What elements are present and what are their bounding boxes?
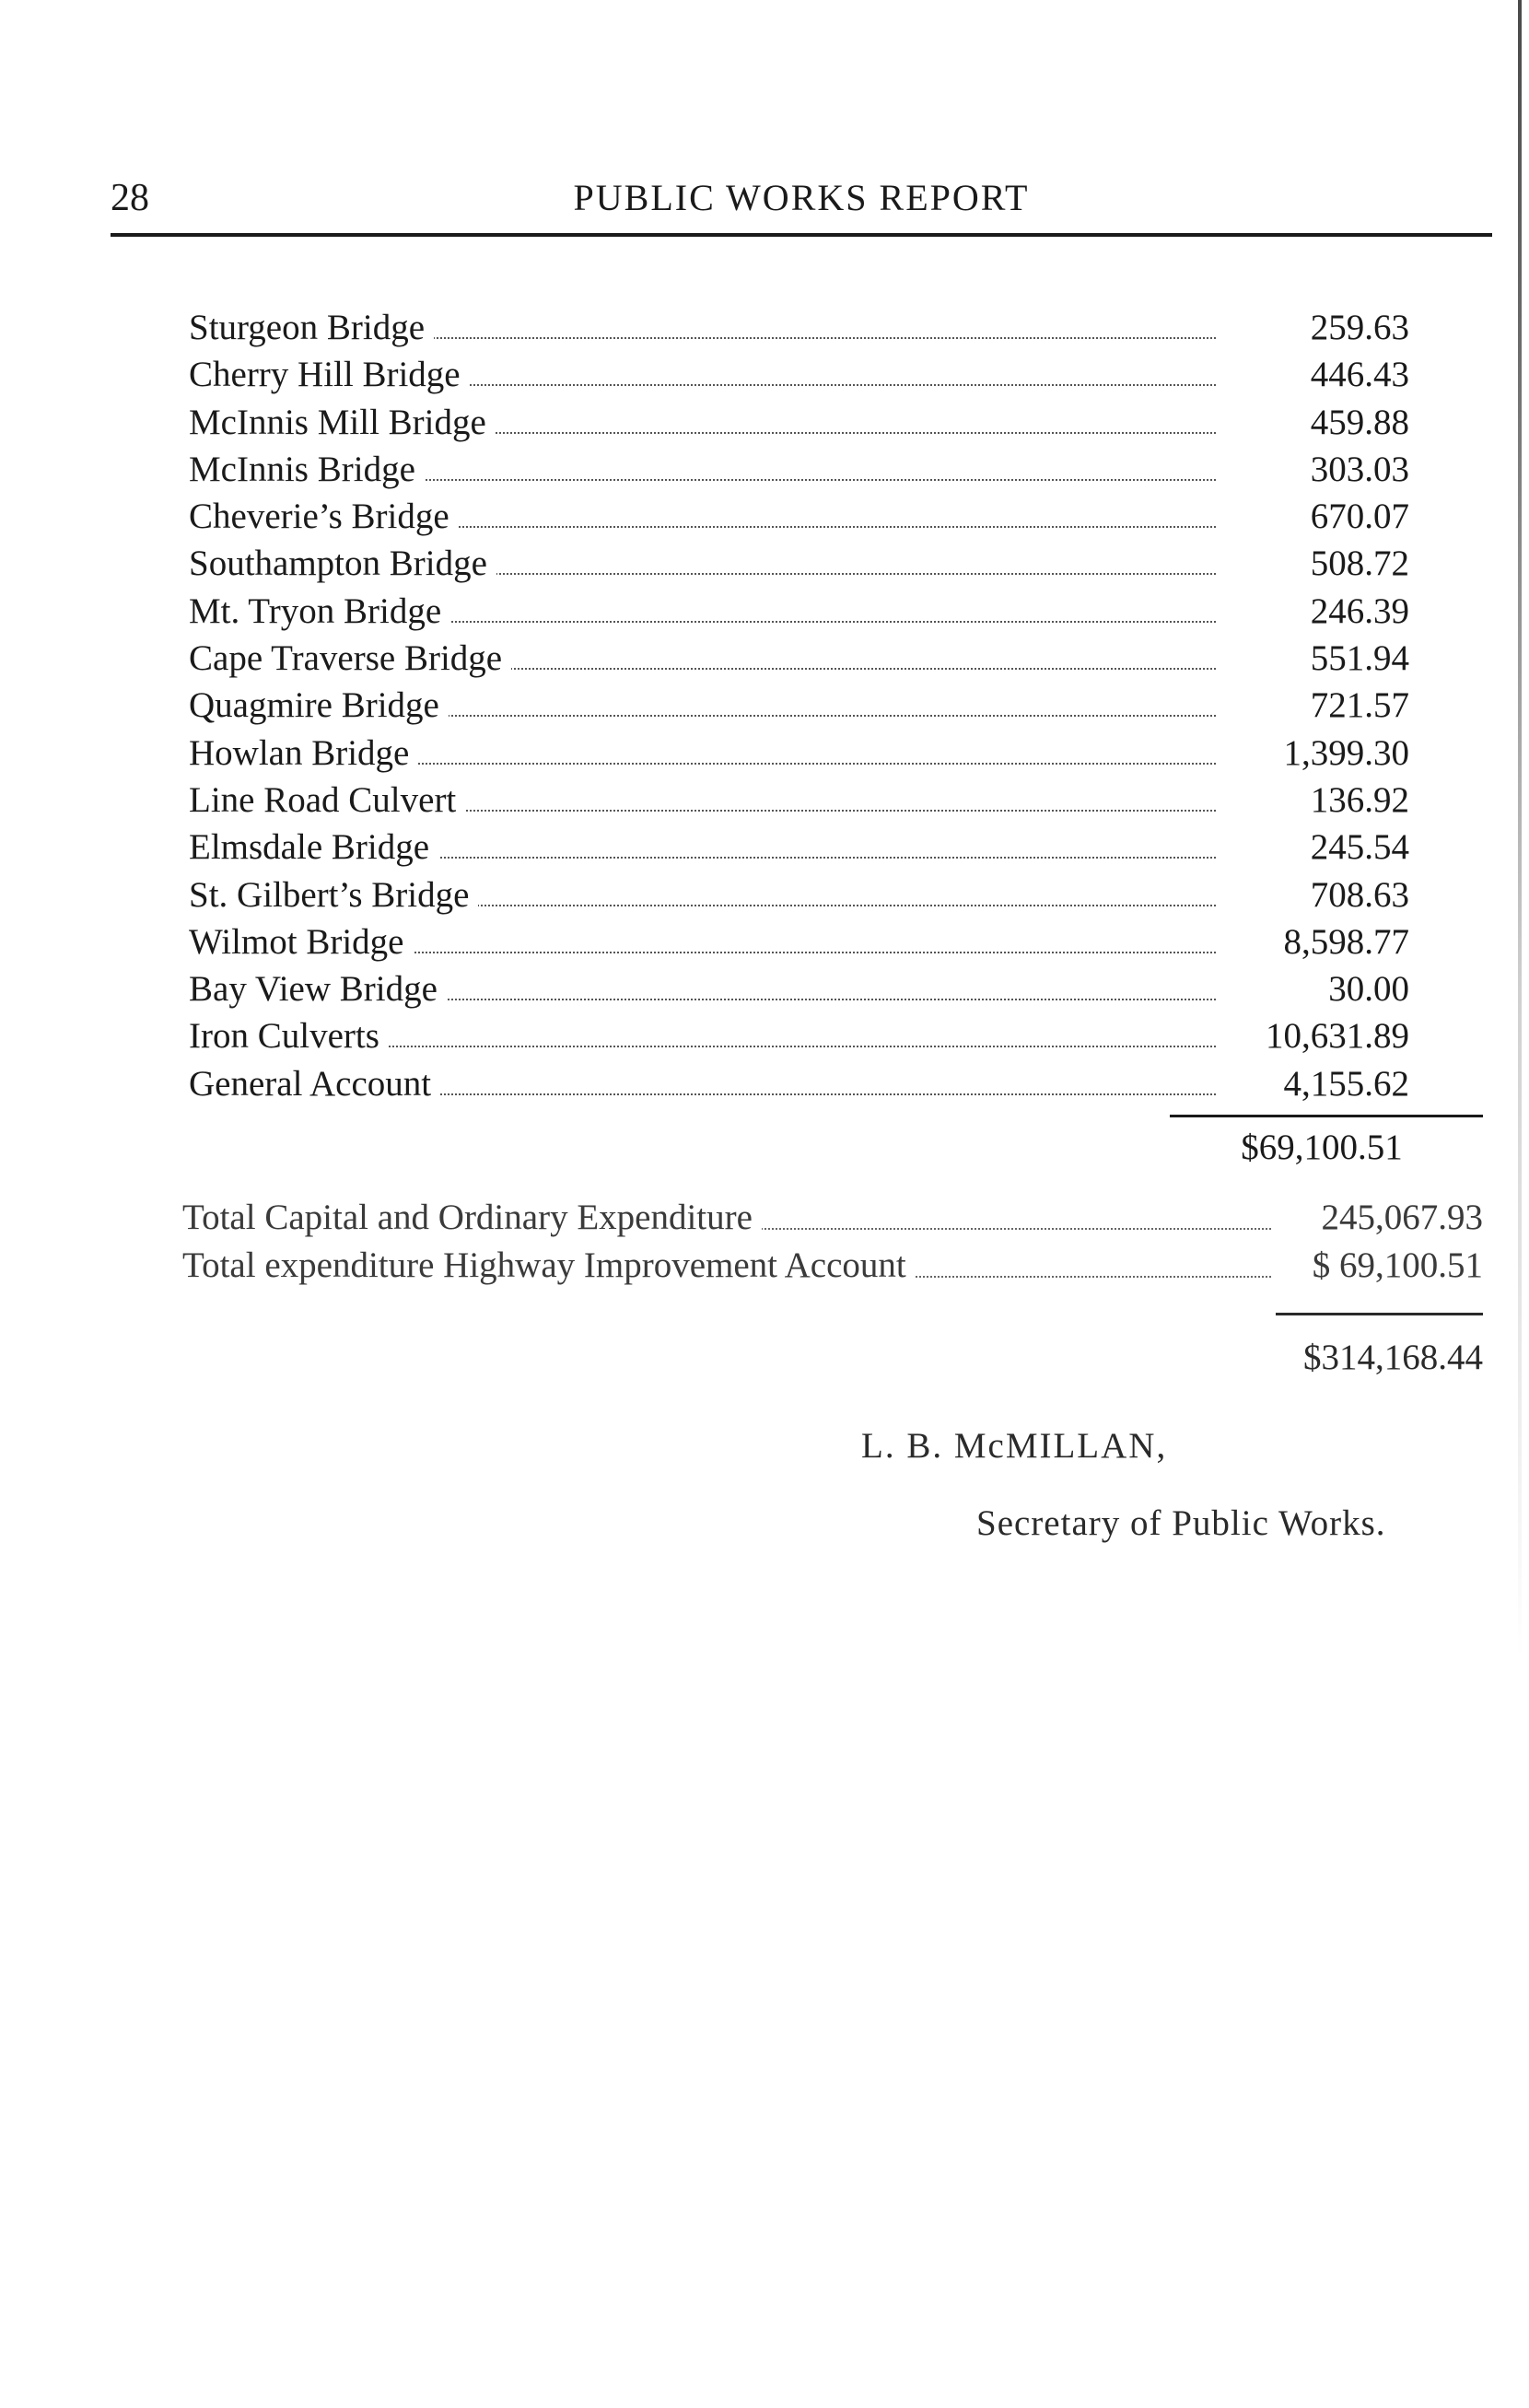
expenditure-amount: 708.63 [1310, 874, 1409, 915]
expenditure-label: St. Gilbert’s Bridge [189, 871, 478, 918]
expenditure-amount: 259.63 [1310, 308, 1409, 347]
expenditure-row [189, 446, 1409, 493]
total-amount: 245,067.93 [1273, 1194, 1483, 1242]
expenditure-label: Elmsdale Bridge [189, 824, 438, 871]
expenditure-row [189, 635, 1409, 682]
signatory-title: Secretary of Public Works. [976, 1503, 1386, 1543]
total-row [182, 1242, 1483, 1290]
expenditure-amount: 1,399.30 [1283, 732, 1409, 773]
expenditure-label: Howlan Bridge [189, 730, 418, 777]
total-label: Total expenditure Highway Improvement Account [182, 1242, 916, 1290]
expenditure-label: Cherry Hill Bridge [189, 351, 470, 398]
expenditure-label: Cheverie’s Bridge [189, 493, 459, 540]
expenditure-row [189, 351, 1409, 398]
expenditure-label: Southampton Bridge [189, 540, 496, 587]
total-amount: $ 69,100.51 [1273, 1242, 1483, 1290]
expenditure-amount: 136.92 [1310, 779, 1409, 820]
expenditure-amount: 670.07 [1310, 497, 1409, 537]
expenditure-row [189, 682, 1409, 729]
expenditure-row [189, 871, 1409, 918]
expenditure-amount: 303.03 [1310, 449, 1409, 489]
expenditure-amount: 245.54 [1310, 827, 1409, 868]
running-title: PUBLIC WORKS REPORT [573, 177, 1030, 218]
expenditure-list [189, 304, 1409, 1107]
totals-list [182, 1194, 1483, 1290]
page-number: 28 [111, 177, 149, 219]
subtotal-rule [1170, 1115, 1483, 1117]
expenditure-amount: 459.88 [1310, 402, 1409, 442]
page-header [111, 170, 1492, 226]
expenditure-row [189, 918, 1409, 965]
header-rule [111, 233, 1492, 237]
expenditure-row [189, 493, 1409, 540]
expenditure-row [189, 965, 1409, 1012]
expenditure-amount: 551.94 [1310, 638, 1409, 679]
expenditure-amount: 721.57 [1310, 685, 1409, 726]
expenditure-amount: 8,598.77 [1283, 921, 1409, 962]
expenditure-row [189, 1060, 1409, 1107]
expenditure-amount: 446.43 [1310, 355, 1409, 395]
expenditure-label: Quagmire Bridge [189, 682, 449, 729]
grand-total-amount: $314,168.44 [1303, 1338, 1483, 1377]
expenditure-label: Wilmot Bridge [189, 918, 414, 965]
expenditure-label: General Account [189, 1060, 440, 1107]
expenditure-row [189, 730, 1409, 777]
expenditure-label: Mt. Tryon Bridge [189, 588, 450, 635]
expenditure-row [189, 824, 1409, 871]
grand-total-rule [1276, 1313, 1483, 1315]
expenditure-row [189, 304, 1409, 351]
page-edge-shadow [1518, 0, 1522, 1658]
expenditure-label: Iron Culverts [189, 1012, 389, 1059]
expenditure-label: Sturgeon Bridge [189, 304, 434, 351]
expenditure-amount: 508.72 [1310, 544, 1409, 584]
expenditure-row [189, 777, 1409, 824]
expenditure-amount: 10,631.89 [1266, 1016, 1409, 1057]
expenditure-row [189, 540, 1409, 587]
expenditure-amount: 30.00 [1328, 969, 1409, 1010]
total-label: Total Capital and Ordinary Expenditure [182, 1194, 762, 1242]
expenditure-label: McInnis Mill Bridge [189, 399, 496, 446]
expenditure-label: McInnis Bridge [189, 446, 425, 493]
expenditure-amount: 246.39 [1310, 590, 1409, 631]
expenditure-label: Cape Traverse Bridge [189, 635, 511, 682]
signatory-name: L. B. McMILLAN, [861, 1426, 1168, 1466]
total-row [182, 1194, 1483, 1242]
expenditure-row [189, 1012, 1409, 1059]
expenditure-label: Bay View Bridge [189, 965, 447, 1012]
expenditure-amount: 4,155.62 [1283, 1063, 1409, 1104]
expenditure-label: Line Road Culvert [189, 777, 465, 824]
expenditure-row [189, 399, 1409, 446]
expenditure-row [189, 588, 1409, 635]
subtotal-amount: $69,100.51 [1241, 1128, 1403, 1167]
